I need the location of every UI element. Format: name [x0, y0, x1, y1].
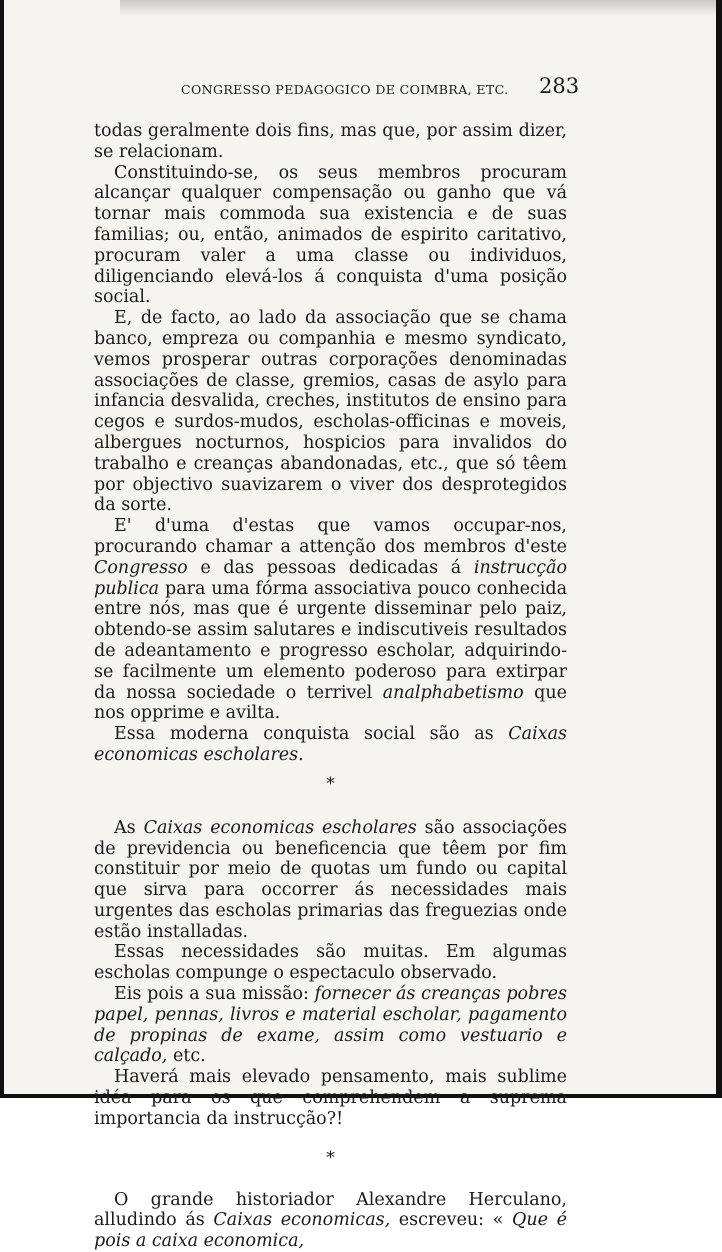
body-text: [94, 121, 567, 1252]
text-run: escreveu: «: [390, 1210, 513, 1231]
paragraph-continuation: todas geralmente dois fins, mas que, por assim dizer, se relacionam.: [94, 121, 567, 162]
text-run: O grande historiador Alexandre Herculano, alludindo ás: [94, 1189, 567, 1231]
text-run: que nos opprime e avilta.: [94, 682, 567, 724]
italic-term: Caixas economicas escholares: [143, 817, 417, 838]
paragraph: E, de facto, ao lado da associação que se chama banco, empreza ou companhia e mesmo syndicato, vemos prosperar outras corporações denominadas associações de classe, gremios, casas de asylo para infancia desvalida, creches, institutos de ensino para cegos e surdos-mudos, escholas-officinas e moveis, albergues nocturnos, hospicios para invalidos do trabalho e creanças abandonadas, etc., que só têem por objectivo suavizarem o viver dos desprotegidos da sorte.: [94, 308, 567, 516]
text-run: são associações de previdencia ou beneficencia que têem por fim constituir por meio de quotas um fundo ou capital que sirva para occorrer ás necessidades mais urgentes das escholas primarias das freguezias onde estão installadas.: [94, 817, 567, 942]
section-separator-asterisk: *: [326, 1147, 335, 1168]
text-run: etc.: [167, 1046, 206, 1067]
text-run: para uma fórma associativa pouco conhecida entre nós, mas que é urgente disseminar pelo paiz, obtendo-se assim salutares e indiscutiveis resultados de adeantamento e progresso escholar, adquirindo-se facilmente um elemento poderoso para extirpar da nossa sociedade o terrivel: [94, 578, 567, 703]
text-run: Essa moderna conquista social são as: [114, 724, 509, 745]
italic-term: analphabetismo: [382, 682, 524, 703]
scan-border-left: [0, 0, 4, 1098]
paragraph: [94, 516, 567, 724]
text-run: e das pessoas dedicadas á: [187, 557, 474, 578]
text-run: As: [114, 817, 144, 838]
text-run: E' d'uma d'estas que vamos occupar-nos, procurando chamar a attenção dos membros d'este: [94, 516, 567, 557]
paragraph: [94, 984, 567, 1067]
italic-term: Caixas economicas,: [213, 1210, 391, 1231]
scan-smudge: [120, 0, 722, 16]
paragraph: Essas necessidades são muitas. Em algumas escholas compunge o espectaculo observado.: [94, 942, 567, 984]
paragraph: [94, 724, 567, 766]
paragraph: Haverá mais elevado pensamento, mais sublime idéa para os que comprehendem a suprema importancia da instrucção?!: [94, 1067, 567, 1129]
paragraph: [94, 1190, 567, 1252]
scan-border-right: [716, 0, 722, 1098]
paragraph: [94, 818, 567, 943]
running-title: CONGRESSO PEDAGOGICO DE COIMBRA, ETC.: [181, 82, 509, 97]
italic-quote: Que é pois a caixa economica,: [94, 1210, 567, 1252]
text-run: Eis pois a sua missão:: [114, 984, 315, 1005]
page-number: 283: [539, 74, 580, 98]
paragraph: Constituindo-se, os seus membros procuram alcançar qualquer compensação ou ganho que vá tornar mais commoda sua existencia e de suas familias; ou, então, animados de espirito caritativo, procuram valer a uma classe ou individuos, diligenciando elevá-los á conquista d'uma posição social.: [94, 162, 567, 308]
italic-term: Caixas economicas escholares.: [94, 724, 567, 765]
italic-term: Congresso: [94, 557, 188, 578]
italic-term: instrucção publica: [94, 557, 567, 599]
italic-term: fornecer ás creanças pobres papel, pennas, livros e material escholar, pagamento de propinas de exame, assim como vestuario e calçado,: [94, 984, 567, 1067]
section-separator-asterisk: *: [326, 773, 335, 794]
